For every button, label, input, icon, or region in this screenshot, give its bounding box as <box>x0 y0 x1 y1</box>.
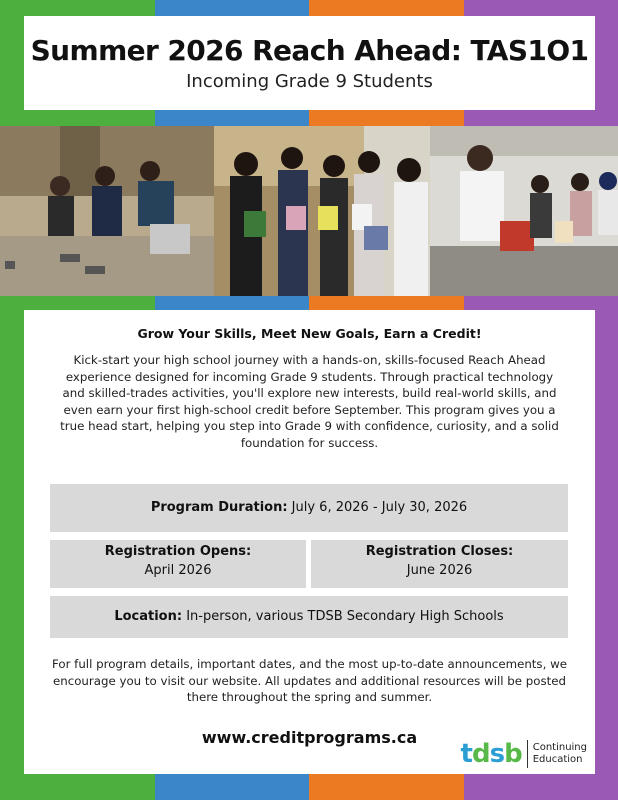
page-subtitle: Incoming Grade 9 Students <box>186 71 433 92</box>
registration-opens-label: Registration Opens: <box>104 544 252 559</box>
students-classroom-lab-photo <box>430 126 618 296</box>
logo-subtitle: Continuing Education <box>532 742 587 765</box>
title-card <box>24 16 595 110</box>
duration-label: Program Duration: <box>150 500 288 515</box>
intro-paragraph: Kick-start your high school journey with a hands-on, skills-focused Reach Ahead experience designed for incoming Grade 9 students. Through practical technology and skilled-trades activities, you'll explore new interests, build real-world skills, and even earn your first high-school credit before September. This program gives you a true head start, helping you step into Grade 9 with confidence, curiosity, and a solid foundation for success. <box>60 353 559 450</box>
program-duration-box <box>50 484 568 532</box>
location-value: In-person, various TDSB Secondary High Schools <box>186 609 504 624</box>
website-link[interactable]: www.creditprograms.ca <box>201 728 418 747</box>
content-card <box>24 310 595 774</box>
footer-paragraph: For full program details, important dates, and the most up-to-date announcements, we encourage you to visit our website. All updates and additional resources will be posted there throughout the spring and summer. <box>52 657 567 705</box>
students-robot-cars-photo <box>0 126 214 296</box>
registration-closes-value: June 2026 <box>406 563 473 578</box>
location-box <box>50 596 568 638</box>
students-birdhouses-photo <box>214 126 430 296</box>
photo-strip <box>0 126 618 296</box>
registration-closes-label: Registration Closes: <box>365 544 514 559</box>
tdsb-wordmark: tdsb <box>460 739 522 769</box>
page-title: Summer 2026 Reach Ahead: TAS1O1 <box>30 34 589 67</box>
registration-opens-value: April 2026 <box>144 563 212 578</box>
registration-closes-box <box>311 540 568 588</box>
duration-value: July 6, 2026 - July 30, 2026 <box>291 500 468 515</box>
section-heading: Grow Your Skills, Meet New Goals, Earn a Credit! <box>137 326 482 341</box>
logo-divider <box>527 740 528 768</box>
location-label: Location: <box>114 609 183 624</box>
tdsb-logo <box>461 740 587 768</box>
registration-opens-box <box>50 540 306 588</box>
